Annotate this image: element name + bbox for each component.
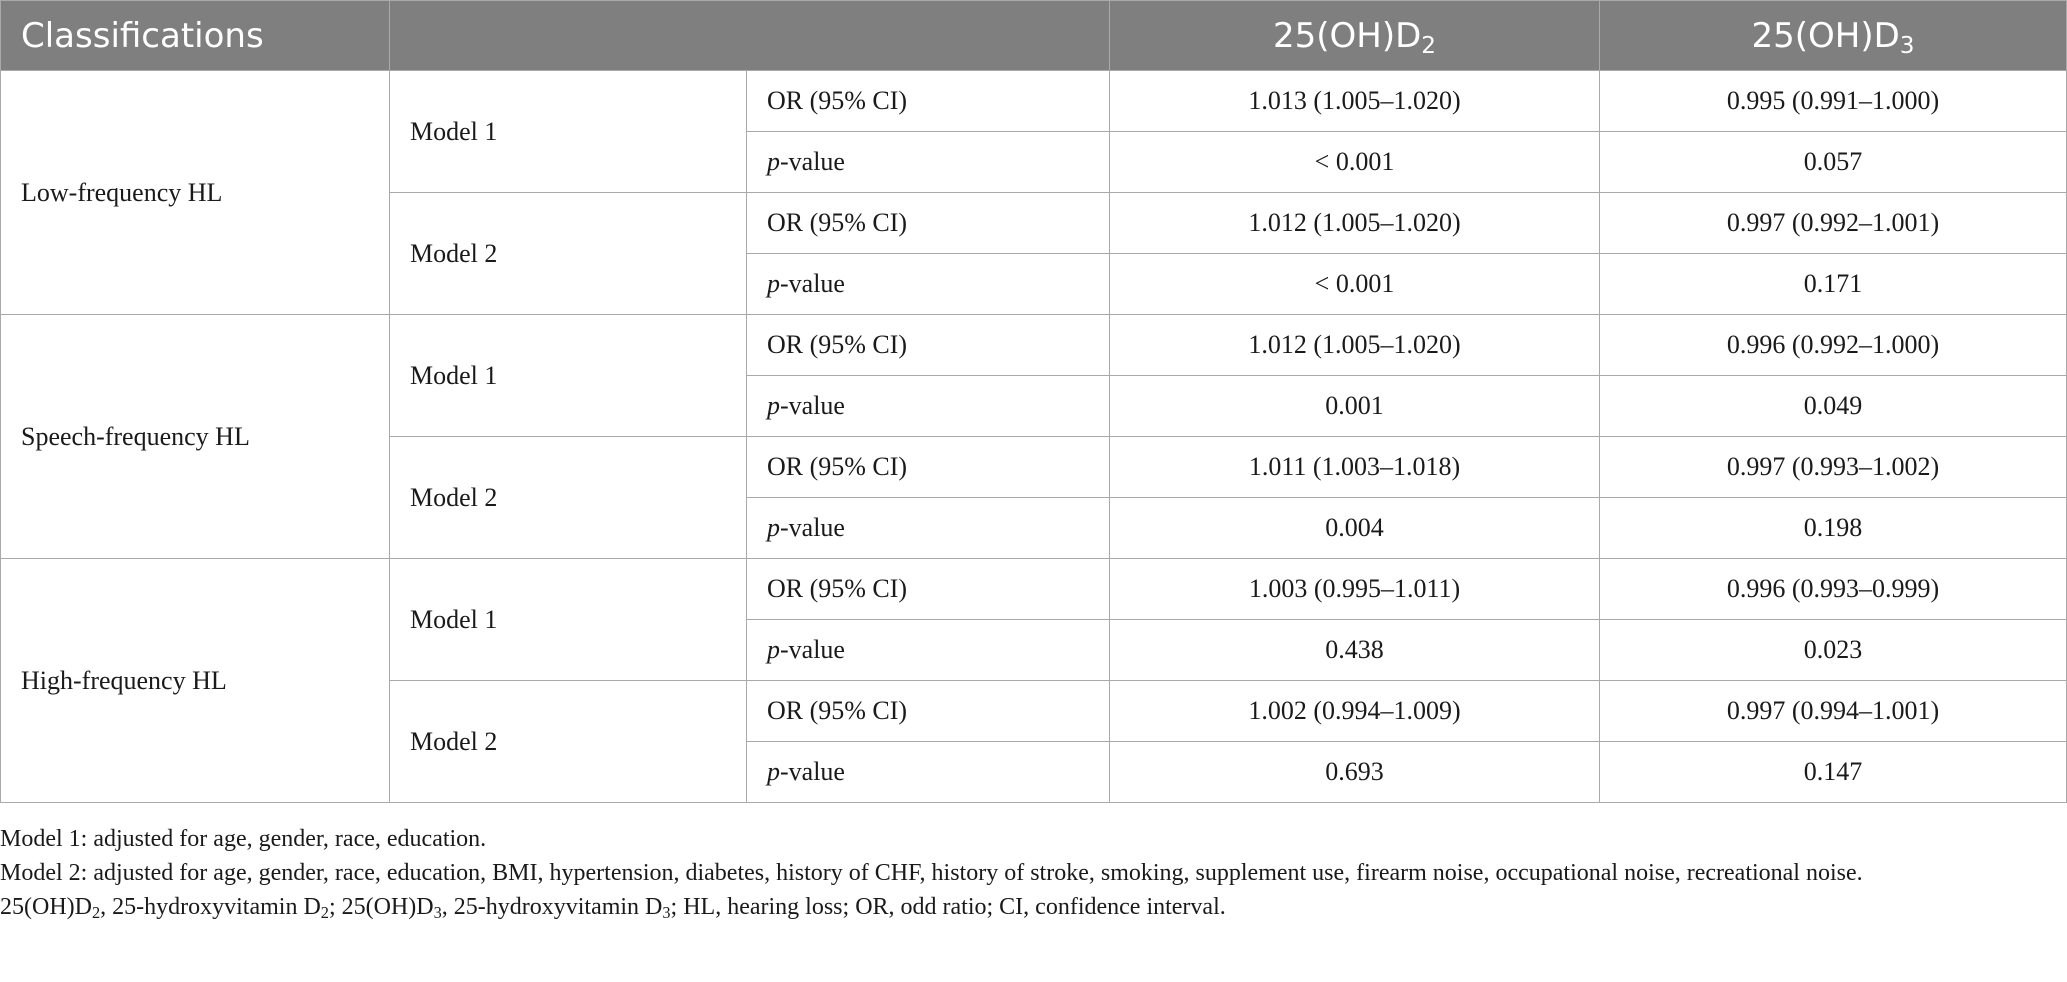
- stat-label: OR (95% CI): [747, 681, 1110, 742]
- stat-label: p-value: [747, 254, 1110, 315]
- value-cell: 1.013 (1.005–1.020): [1110, 71, 1600, 132]
- value-cell: 0.997 (0.994–1.001): [1600, 681, 2067, 742]
- stat-label: p-value: [747, 498, 1110, 559]
- value-cell: 0.171: [1600, 254, 2067, 315]
- model-label: Model 1: [390, 315, 747, 437]
- group-label: Low-frequency HL: [1, 71, 390, 315]
- value-cell: 1.012 (1.005–1.020): [1110, 193, 1600, 254]
- stat-label: p-value: [747, 742, 1110, 803]
- table-row: [1, 71, 2067, 132]
- group-label: High-frequency HL: [1, 559, 390, 803]
- value-cell: 0.049: [1600, 376, 2067, 437]
- value-cell: 0.198: [1600, 498, 2067, 559]
- value-cell: 0.997 (0.992–1.001): [1600, 193, 2067, 254]
- table-row: [1, 315, 2067, 376]
- value-cell: 0.996 (0.993–0.999): [1600, 559, 2067, 620]
- footnote-abbreviations: $25(OH)D_2$, 25-hydroxyvitamin $D_2$; $25(OH)D_3$, 25-hydroxyvitamin $D_3$; HL, hearing loss; OR, odd ratio; CI, confidence interval.: [0, 894, 1226, 923]
- footnote-model1: Model 1: adjusted for age, gender, race, education.: [0, 826, 487, 852]
- value-cell: 0.004: [1110, 498, 1600, 559]
- value-cell: 1.011 (1.003–1.018): [1110, 437, 1600, 498]
- model-label: Model 2: [390, 193, 747, 315]
- table-footnotes: [0, 822, 2040, 924]
- value-cell: 0.023: [1600, 620, 2067, 681]
- header-25ohd3: $25(OH)D_3$: [1600, 1, 2067, 71]
- value-cell: < 0.001: [1110, 132, 1600, 193]
- value-cell: < 0.001: [1110, 254, 1600, 315]
- stat-label: p-value: [747, 376, 1110, 437]
- value-cell: 1.012 (1.005–1.020): [1110, 315, 1600, 376]
- value-cell: 0.001: [1110, 376, 1600, 437]
- stat-label: OR (95% CI): [747, 71, 1110, 132]
- value-cell: 1.003 (0.995–1.011): [1110, 559, 1600, 620]
- model-label: Model 2: [390, 681, 747, 803]
- header-25ohd2: $25(OH)D_2$: [1110, 1, 1600, 71]
- group-label: Speech-frequency HL: [1, 315, 390, 559]
- stat-label: p-value: [747, 620, 1110, 681]
- stat-label: OR (95% CI): [747, 193, 1110, 254]
- value-cell: 0.057: [1600, 132, 2067, 193]
- value-cell: 0.997 (0.993–1.002): [1600, 437, 2067, 498]
- model-label: Model 1: [390, 559, 747, 681]
- value-cell: 0.438: [1110, 620, 1600, 681]
- header-row: [1, 1, 2067, 71]
- value-cell: 0.996 (0.992–1.000): [1600, 315, 2067, 376]
- model-label: Model 2: [390, 437, 747, 559]
- table-row: [1, 559, 2067, 620]
- value-cell: 0.693: [1110, 742, 1600, 803]
- stat-label: OR (95% CI): [747, 559, 1110, 620]
- header-blank: [390, 1, 1110, 71]
- footnote-model2: Model 2: adjusted for age, gender, race, education, BMI, hypertension, diabetes, history of CHF, history of stroke, smoking, supplement use, firearm noise, occupational noise, recreational noise.: [0, 860, 1863, 886]
- stat-label: OR (95% CI): [747, 315, 1110, 376]
- stat-label: OR (95% CI): [747, 437, 1110, 498]
- stat-label: p-value: [747, 132, 1110, 193]
- header-classifications: Classifications: [1, 1, 390, 71]
- value-cell: 1.002 (0.994–1.009): [1110, 681, 1600, 742]
- value-cell: 0.995 (0.991–1.000): [1600, 71, 2067, 132]
- value-cell: 0.147: [1600, 742, 2067, 803]
- model-label: Model 1: [390, 71, 747, 193]
